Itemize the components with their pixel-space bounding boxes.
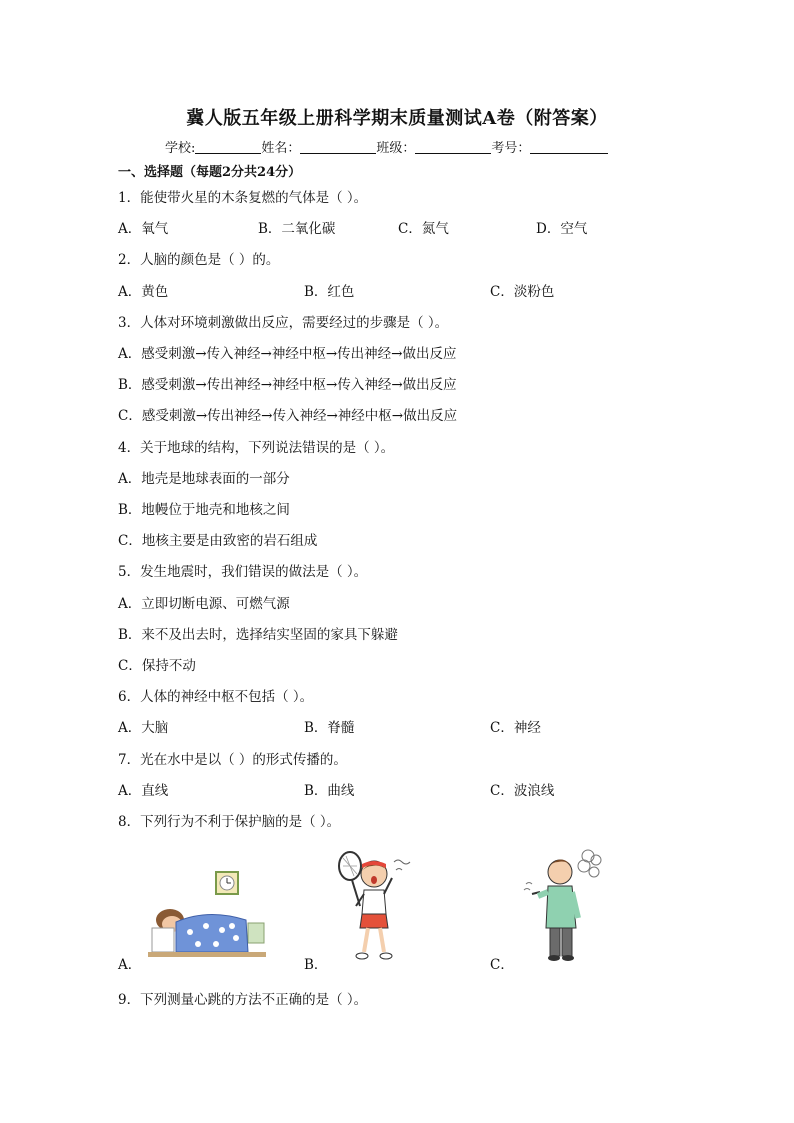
- name-blank[interactable]: [300, 139, 376, 154]
- option-b: B．地幔位于地壳和地核之间: [118, 502, 290, 518]
- name-label: 姓名：: [261, 141, 301, 156]
- question-stem: 8．下列行为不利于保护脑的是（ ）。: [118, 814, 341, 830]
- option-d: D．空气: [536, 221, 588, 237]
- option-b: B．感受刺激→传出神经→神经中枢→传入神经→做出反应: [118, 377, 457, 393]
- question-stem: 1．能使带火星的木条复燃的气体是（ ）。: [118, 190, 368, 206]
- option-a: A．黄色: [118, 284, 169, 300]
- option-b: B．二氧化碳: [258, 221, 336, 237]
- child-with-racket-image: [334, 848, 414, 966]
- section-heading: 一、选择题（每题2分共24分）: [118, 165, 302, 180]
- question-stem: 7．光在水中是以（ ）的形式传播的。: [118, 752, 347, 768]
- question-stem: 2．人脑的颜色是（ ）的。: [118, 252, 280, 268]
- question-stem: 6．人体的神经中枢不包括（ ）。: [118, 689, 314, 705]
- sleeping-child-image: [148, 868, 266, 958]
- man-smoking-image: [522, 846, 610, 962]
- option-a: A．立即切断电源、可燃气源: [118, 596, 290, 612]
- school-blank[interactable]: [195, 139, 261, 154]
- class-blank[interactable]: [415, 139, 491, 154]
- option-c: C．淡粉色: [490, 284, 555, 300]
- number-label: 考号：: [491, 141, 531, 156]
- option-c: C．: [490, 957, 514, 973]
- option-a: A．氧气: [118, 221, 169, 237]
- number-blank[interactable]: [530, 139, 608, 154]
- student-info-line: [165, 137, 608, 156]
- school-label: 学校:: [165, 141, 196, 156]
- option-b: B．曲线: [304, 783, 355, 799]
- option-a: A．大脑: [118, 720, 169, 736]
- option-a: A．感受刺激→传入神经→神经中枢→传出神经→做出反应: [118, 346, 457, 362]
- page-title: 冀人版五年级上册科学期末质量测试A卷（附答案）: [186, 108, 608, 129]
- question-stem: 9．下列测量心跳的方法不正确的是（ ）。: [118, 992, 368, 1008]
- option-c: C．地核主要是由致密的岩石组成: [118, 533, 318, 549]
- option-c: C．感受刺激→传出神经→传入神经→神经中枢→做出反应: [118, 408, 458, 424]
- option-b: B．来不及出去时，选择结实坚固的家具下躲避: [118, 627, 398, 643]
- option-c: C．波浪线: [490, 783, 555, 799]
- option-b: B．脊髓: [304, 720, 355, 736]
- option-c: C．神经: [490, 720, 541, 736]
- option-b: B．红色: [304, 284, 355, 300]
- option-b: B．: [304, 957, 328, 973]
- option-c: C．保持不动: [118, 658, 196, 674]
- question-stem: 5．发生地震时，我们错误的做法是（ ）。: [118, 564, 368, 580]
- option-a: A．: [118, 957, 142, 973]
- question-stem: 3．人体对环境刺激做出反应，需要经过的步骤是（ ）。: [118, 315, 449, 331]
- class-label: 班级：: [376, 141, 416, 156]
- option-a: A．地壳是地球表面的一部分: [118, 471, 290, 487]
- question-stem: 4．关于地球的结构，下列说法错误的是（ ）。: [118, 440, 395, 456]
- option-c: C．氮气: [398, 221, 449, 237]
- option-a: A．直线: [118, 783, 169, 799]
